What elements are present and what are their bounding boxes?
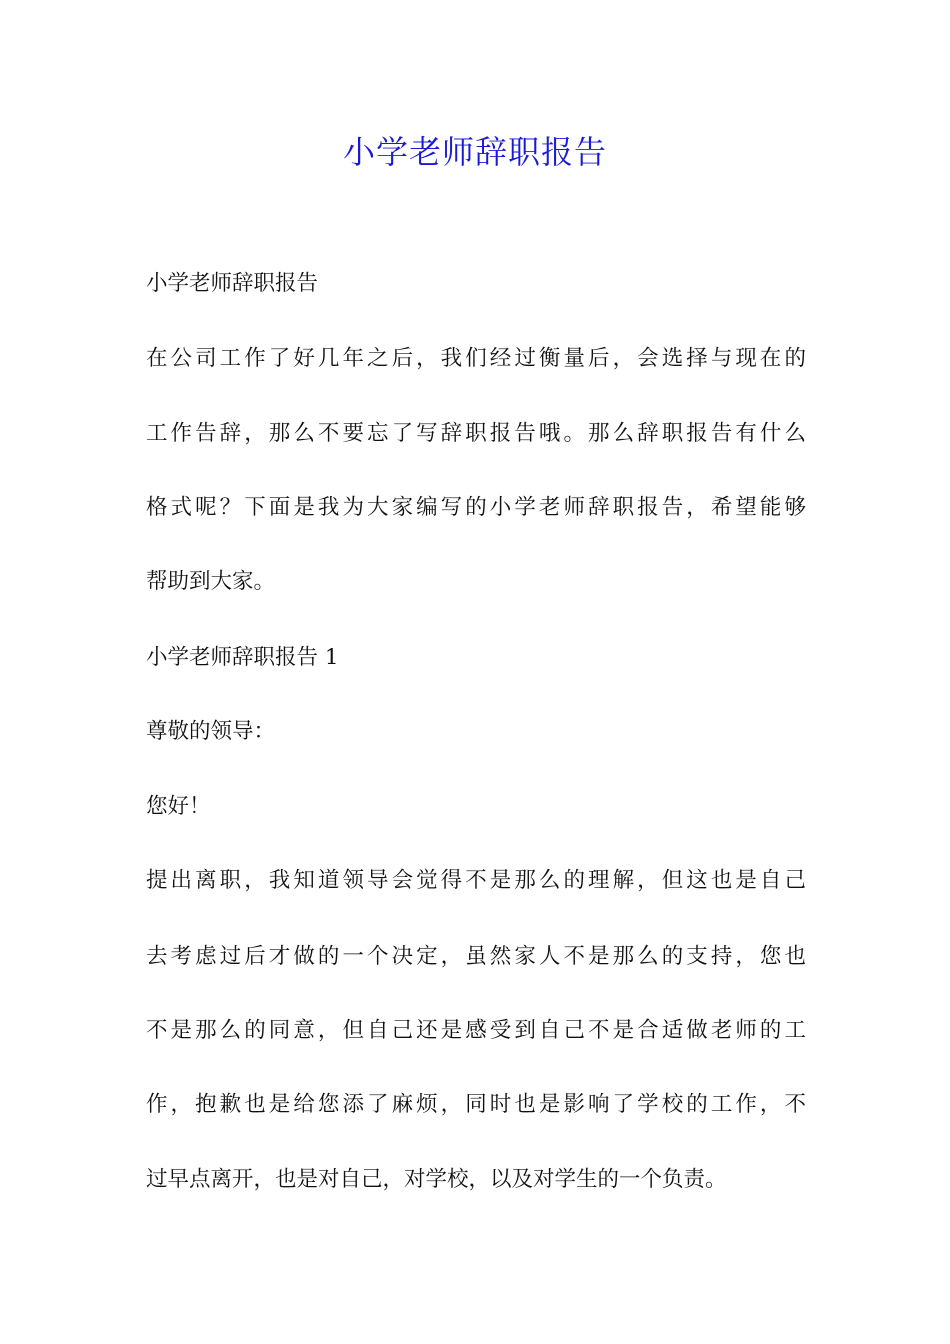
body-line-2: 去考虑过后才做的一个决定，虽然家人不是那么的支持，您也 xyxy=(146,944,806,969)
intro-line-4: 帮助到大家。 xyxy=(146,569,276,594)
intro-line-1: 在公司工作了好几年之后，我们经过衡量后，会选择与现在的 xyxy=(146,346,806,371)
intro-line-3: 格式呢？下面是我为大家编写的小学老师辞职报告，希望能够 xyxy=(146,495,806,520)
body-line-1: 提出离职，我知道领导会觉得不是那么的理解，但这也是自己 xyxy=(146,868,806,893)
body-line-5: 过早点离开，也是对自己，对学校，以及对学生的一个负责。 xyxy=(146,1167,727,1192)
body-line-4: 作，抱歉也是给您添了麻烦，同时也是影响了学校的工作，不 xyxy=(146,1092,806,1117)
salutation: 尊敬的领导： xyxy=(146,719,276,744)
greeting: 您好！ xyxy=(146,794,211,819)
intro-line-2: 工作告辞，那么不要忘了写辞职报告哦。那么辞职报告有什么 xyxy=(146,421,806,446)
section-heading: 小学老师辞职报告 1 xyxy=(146,645,339,670)
document-title: 小学老师辞职报告 xyxy=(342,133,607,171)
document-subtitle: 小学老师辞职报告 xyxy=(146,271,319,296)
body-line-3: 不是那么的同意，但自己还是感受到自己不是合适做老师的工 xyxy=(146,1018,806,1043)
